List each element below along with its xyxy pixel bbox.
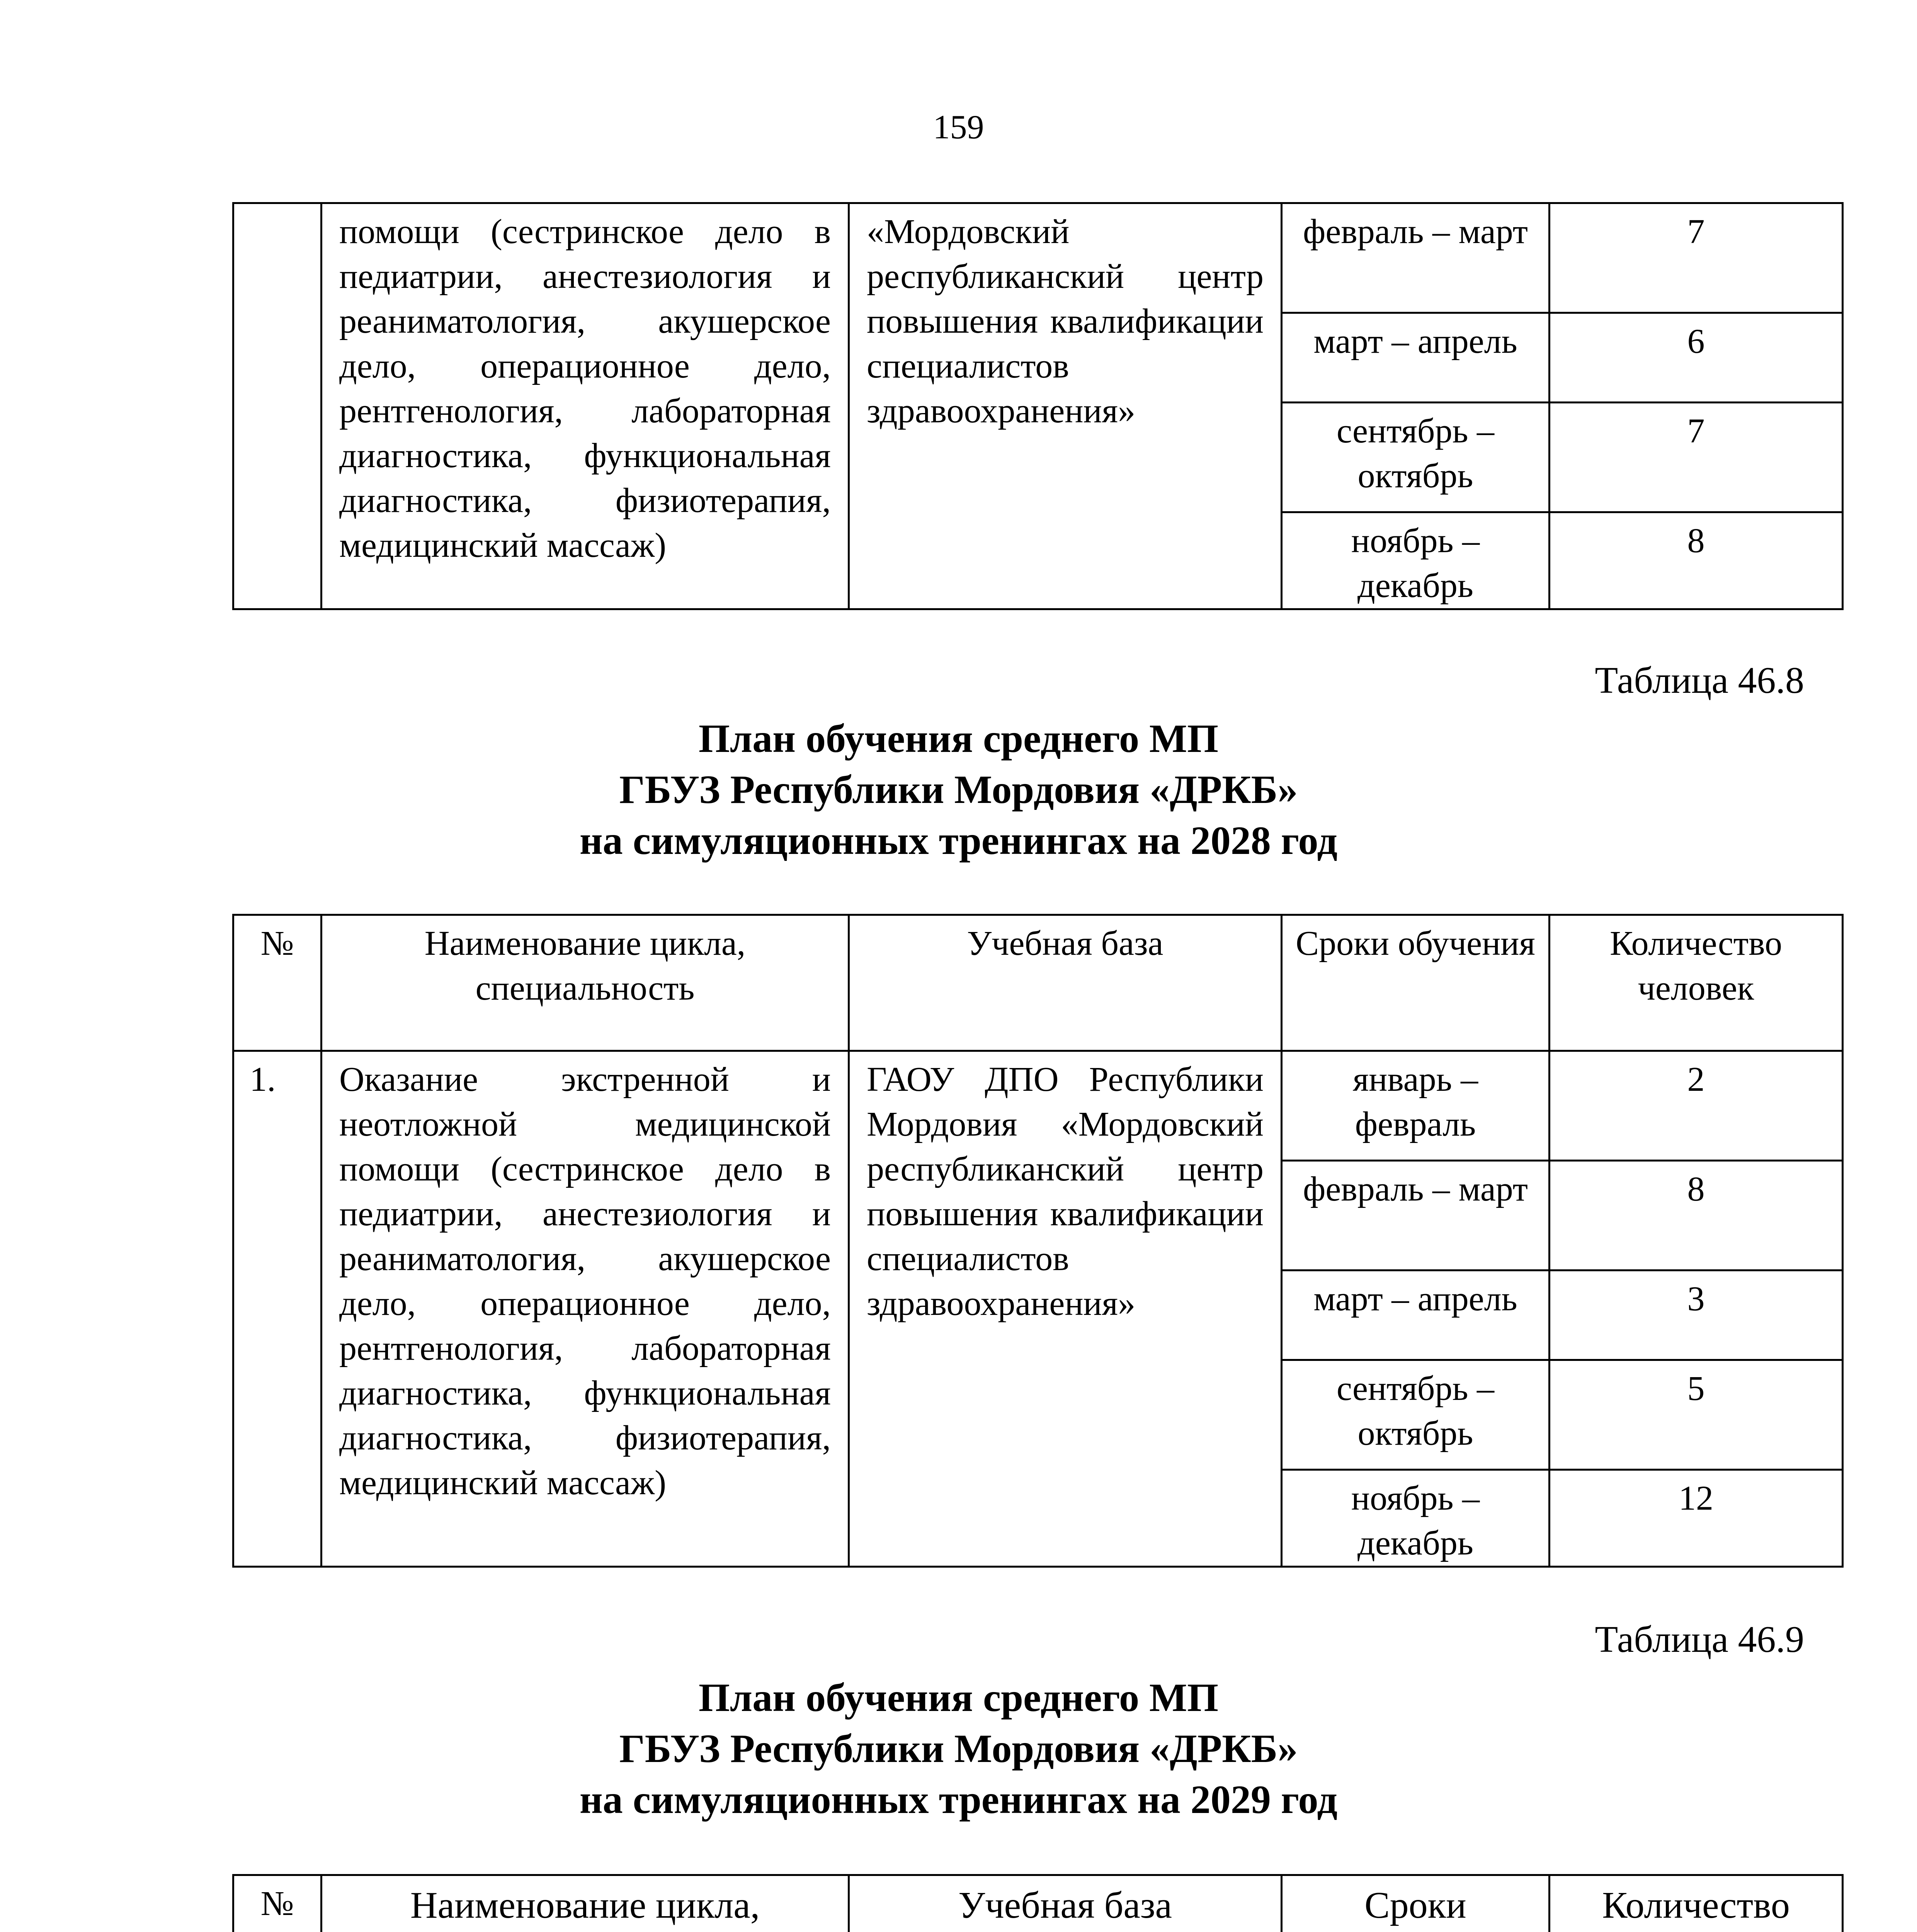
term-cell: сентябрь – октябрь [1282, 1360, 1550, 1470]
term-cell: март – апрель [1282, 1270, 1550, 1360]
title-line: План обучения среднего МП [698, 716, 1219, 761]
training-base: ГАОУ ДПО Республики Мордовия «Мордовский республиканский центр повышения квалификации специалистов здравоохранения» [849, 1051, 1282, 1567]
table-header-row [233, 1875, 1843, 1932]
qty-cell: 7 [1550, 403, 1843, 512]
table-row [233, 203, 1843, 313]
table-continuation [232, 202, 1844, 610]
term-cell: февраль – март [1282, 203, 1550, 313]
title-line: План обучения среднего МП [698, 1675, 1219, 1720]
table-46-9 [232, 1874, 1844, 1932]
course-description: Оказание экстренной и неотложной медицинской помощи (сестринское дело в педиатрии, анестезиология и реаниматология, акушерское дело, операционное дело, рентгенология, лабораторная диагностика, функциональная диагностика, физиотерапия, медицинский массаж) [321, 1051, 849, 1567]
header-base: Учебная база [849, 915, 1282, 1051]
term-cell: сентябрь – октябрь [1282, 403, 1550, 512]
term-cell: ноябрь – декабрь [1282, 1470, 1550, 1567]
table-title-46-8 [0, 713, 1917, 866]
table-row [233, 1051, 1843, 1161]
qty-cell: 12 [1550, 1470, 1843, 1567]
header-name: Наименование цикла, специальность [321, 915, 849, 1051]
header-terms: Сроки [1282, 1875, 1550, 1932]
term-cell: февраль – март [1282, 1161, 1550, 1270]
header-qty: Количество человек [1550, 915, 1843, 1051]
term-cell: ноябрь – декабрь [1282, 512, 1550, 609]
qty-cell: 7 [1550, 203, 1843, 313]
qty-cell: 8 [1550, 512, 1843, 609]
qty-cell: 5 [1550, 1360, 1843, 1470]
header-num: № [233, 915, 321, 1051]
num-cell [233, 203, 321, 609]
course-description: помощи (сестринское дело в педиатрии, анестезиология и реаниматология, акушерское дело, операционное дело, рентгенология, лабораторная диагностика, функциональная диагностика, физиотерапия, медицинский массаж) [321, 203, 849, 609]
header-name: Наименование цикла, [321, 1875, 849, 1932]
title-line: на симуляционных тренингах на 2028 год [579, 818, 1338, 863]
table-title-46-9 [0, 1672, 1917, 1825]
table-46-8 [232, 914, 1844, 1568]
title-line: ГБУЗ Республики Мордовия «ДРКБ» [619, 1726, 1298, 1771]
title-line: на симуляционных тренингах на 2029 год [579, 1777, 1338, 1822]
term-cell: март – апрель [1282, 313, 1550, 403]
page-number: 159 [933, 109, 984, 146]
header-terms: Сроки обучения [1282, 915, 1550, 1051]
row-number: 1. [233, 1051, 321, 1567]
table-header-row [233, 915, 1843, 1051]
qty-cell: 6 [1550, 313, 1843, 403]
header-base: Учебная база [849, 1875, 1282, 1932]
qty-cell: 8 [1550, 1161, 1843, 1270]
table-number-46-8: Таблица 46.8 [1595, 660, 1804, 701]
title-line: ГБУЗ Республики Мордовия «ДРКБ» [619, 767, 1298, 812]
qty-cell: 2 [1550, 1051, 1843, 1161]
header-qty: Количество [1550, 1875, 1843, 1932]
table-number-46-9: Таблица 46.9 [1595, 1619, 1804, 1660]
header-num: № [233, 1875, 321, 1932]
qty-cell: 3 [1550, 1270, 1843, 1360]
training-base: «Мордовский республиканский центр повышения квалификации специалистов здравоохранения» [849, 203, 1282, 609]
term-cell: январь – февраль [1282, 1051, 1550, 1161]
